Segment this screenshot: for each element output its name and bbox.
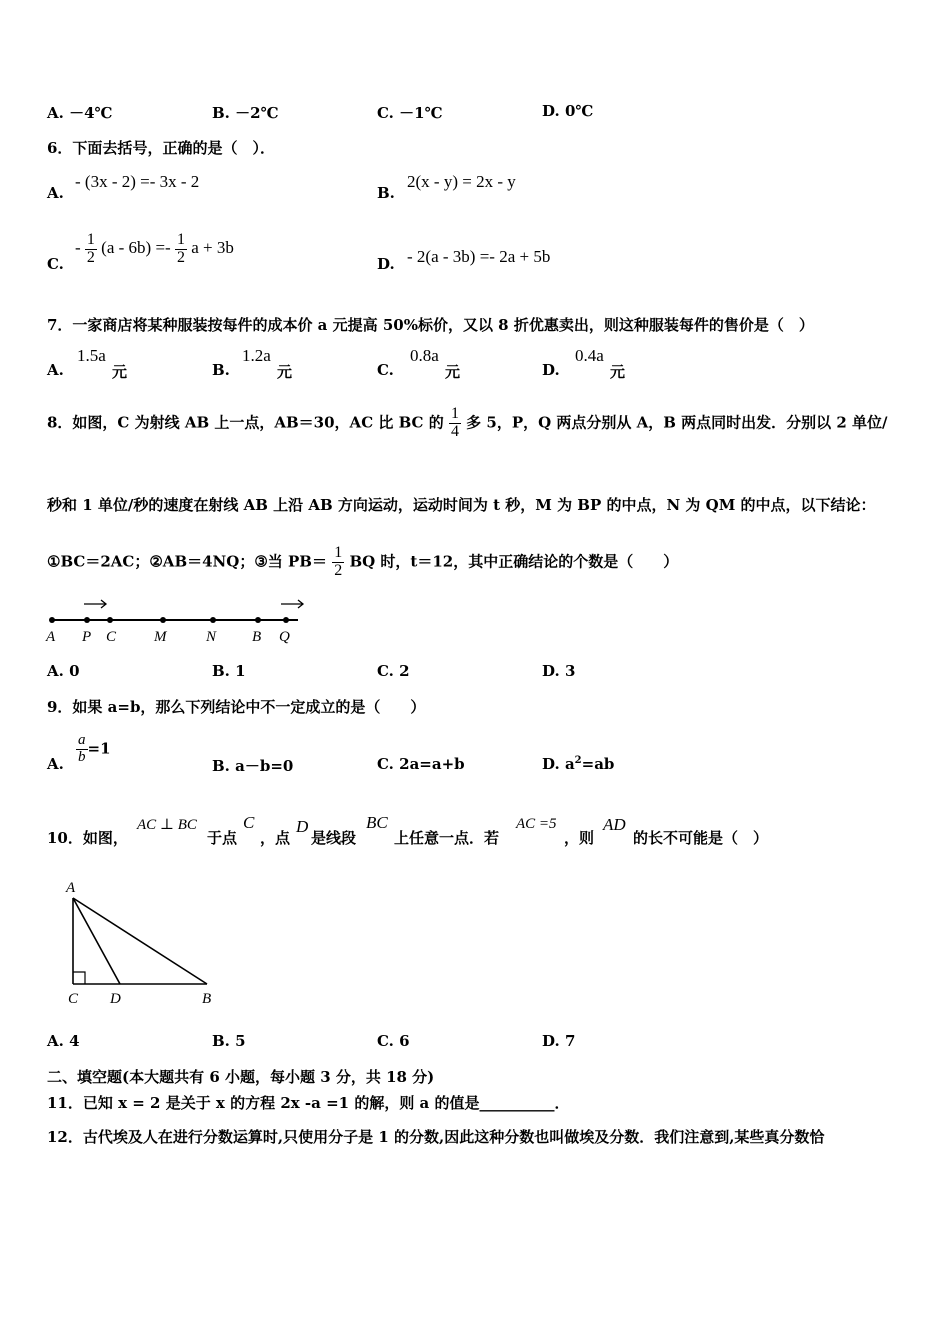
q7-expr-a: 1.5a: [77, 346, 106, 365]
q6-label-c: C.: [47, 255, 64, 273]
q6-label-d: D.: [377, 255, 395, 273]
q10-s6: ，则: [564, 829, 595, 847]
q7-label-d: D.: [542, 361, 560, 379]
q8-option-b: B. 1: [212, 662, 246, 680]
label-c: C: [106, 629, 117, 645]
q9-option-b: B. a－b=0: [212, 757, 294, 775]
q7-unit-c: 元: [445, 363, 461, 381]
q8-line2: 秒和 1 单位/秒的速度在射线 AB 上沿 AB 方向运动，运动时间为 t 秒，M 为 BP 的中点，N 为 QM 的中点，以下结论：: [47, 496, 876, 514]
q8-line1: 8．如图，C 为射线 AB 上一点，AB＝30，AC 比 BC 的 $\frac{1}{4}$ 多 5，P，Q 两点分别从 A，B 两点同时出发．分别以 2 单位/: [47, 405, 888, 440]
q10-m3: D: [296, 817, 309, 836]
q10-option-d: D. 7: [542, 1032, 576, 1050]
q5-option-b: B. －2℃: [212, 104, 279, 122]
q10-m1: AC ⊥ BC: [137, 817, 197, 833]
point-q: [283, 617, 289, 623]
right-angle-mark: [73, 972, 85, 984]
point-c: [107, 617, 113, 623]
q6-expr-d: - 2(a - 3b) =- 2a + 5b: [407, 247, 551, 266]
q7-expr-d: 0.4a: [575, 346, 604, 365]
label-b: B: [252, 629, 262, 645]
label-q: Q: [279, 629, 290, 645]
q6-expr-b: 2(x - y) = 2x - y: [407, 172, 516, 191]
q10-m6: AD: [603, 815, 626, 834]
q7-expr-c: 0.8a: [410, 346, 439, 365]
q10-option-b: B. 5: [212, 1032, 246, 1050]
q9-expr-a: $\frac{a}{b}$ =1: [78, 732, 111, 765]
q6-label-a: A.: [47, 184, 64, 202]
point-n: [210, 617, 216, 623]
label-d: D: [110, 991, 121, 1007]
q10-m4: BC: [366, 813, 388, 832]
q7-label-b: B.: [212, 361, 230, 379]
q10-s4: 是线段: [311, 829, 357, 847]
q6-label-b: B.: [377, 184, 395, 202]
label-a: A: [46, 629, 56, 645]
q6-expr-c: - $\frac{1}{2}$ (a - 6b) =- $\frac{1}{2}$ a + 3b: [75, 231, 234, 266]
label-n: N: [206, 629, 217, 645]
q10-s1: 10．如图，: [47, 829, 128, 847]
q10-option-c: C. 6: [377, 1032, 410, 1050]
label-b: B: [202, 991, 212, 1007]
q5-option-d: D. 0℃: [542, 102, 594, 120]
q10-s5: 上任意一点．若: [394, 829, 500, 847]
q8-option-c: C. 2: [377, 662, 410, 680]
point-m: [160, 617, 166, 623]
q7-stem: 7．一家商店将某种服装按每件的成本价 a 元提高 50%标价，又以 8 折优惠卖出，则这种服装每件的售价是（ ）: [47, 316, 814, 334]
point-p: [84, 617, 90, 623]
q7-unit-b: 元: [277, 363, 293, 381]
q8-option-d: D. 3: [542, 662, 576, 680]
q10-s3: ，点: [260, 829, 291, 847]
q10-m2: C: [243, 813, 255, 832]
q10-s2: 于点: [207, 829, 238, 847]
q6-expr-a: - (3x - 2) =- 3x - 2: [75, 172, 200, 191]
q9-label-a: A.: [47, 755, 64, 773]
q5-option-a: A. －4℃: [47, 104, 113, 122]
q9-option-d: D. $a^2=ab$: [542, 755, 615, 773]
side-ab: [73, 898, 207, 984]
q8-option-a: A. 0: [47, 662, 80, 680]
label-a: A: [66, 880, 76, 896]
q7-unit-d: 元: [610, 363, 626, 381]
q7-unit-a: 元: [112, 363, 128, 381]
q10-m5: AC =5: [516, 816, 557, 832]
q8-ray-figure: [40, 592, 320, 648]
q5-option-c: C. －1℃: [377, 104, 443, 122]
q8-line3: ①BC＝2AC；②AB＝4NQ；③当 PB＝ $\frac{1}{2}$ BQ 时，t＝12，其中正确结论的个数是（ ）: [47, 544, 679, 579]
q9-stem: 9．如果 a=b，那么下列结论中不一定成立的是（ ）: [47, 698, 426, 716]
label-p: P: [82, 629, 92, 645]
segment-ad: [73, 898, 120, 984]
q10-triangle-figure: [55, 872, 230, 1017]
section2-title: 二、填空题(本大题共有 6 小题，每小题 3 分，共 18 分): [47, 1068, 435, 1086]
point-a: [49, 617, 55, 623]
q7-expr-b: 1.2a: [242, 346, 271, 365]
q7-label-a: A.: [47, 361, 64, 379]
label-m: M: [154, 629, 167, 645]
label-c: C: [68, 991, 79, 1007]
q12-text: 12．古代埃及人在进行分数运算时,只使用分子是 1 的分数,因此这种分数也叫做埃及分数．我们注意到,某些真分数恰: [47, 1128, 825, 1146]
q6-stem: 6．下面去括号，正确的是（ ）．: [47, 139, 275, 157]
q11-text: 11．已知 x = 2 是关于 x 的方程 2x -a =1 的解，则 a 的值是__________．: [47, 1094, 570, 1112]
q7-label-c: C.: [377, 361, 394, 379]
q9-option-c: C. 2a=a+b: [377, 755, 465, 773]
point-b: [255, 617, 261, 623]
q10-option-a: A. 4: [47, 1032, 80, 1050]
q10-s7: 的长不可能是（ ）: [633, 829, 769, 847]
